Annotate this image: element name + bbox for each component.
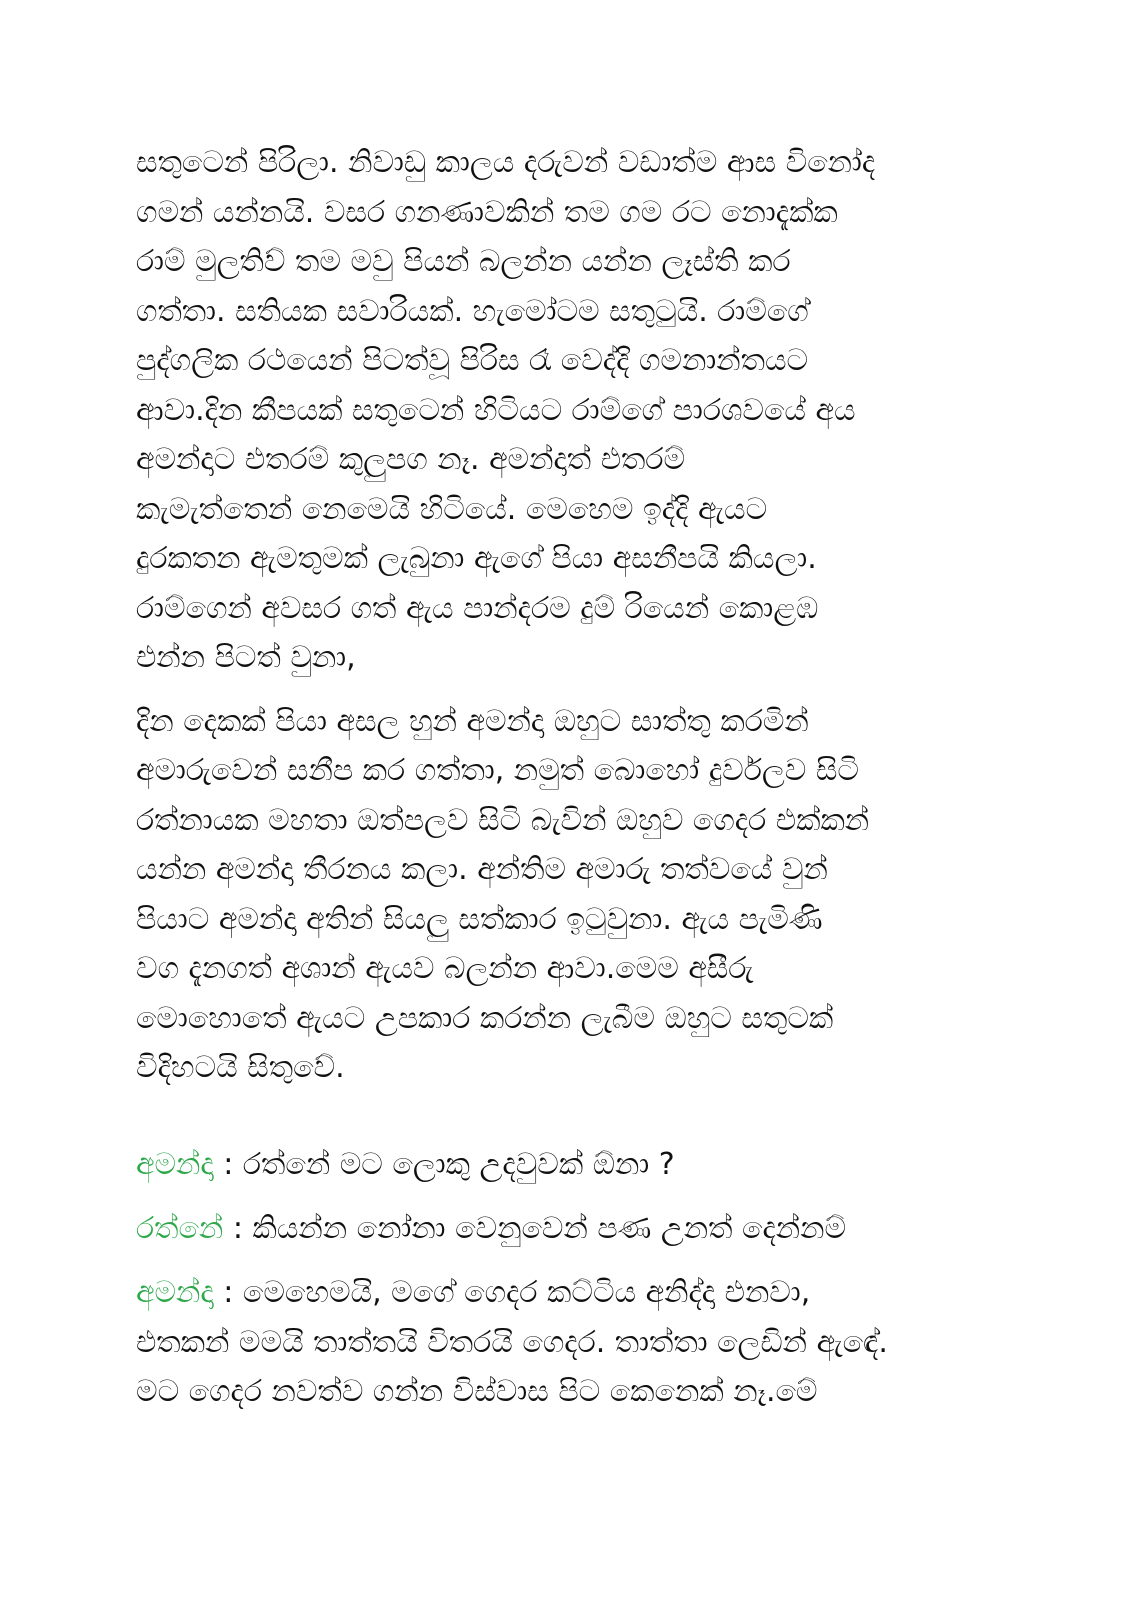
- paragraph-1: [136, 138, 996, 683]
- text-line: සතුටෙන් පිරිලා. නිවාඩු කාලය දරුවන් වඩාත්ම ආස විනෝද: [136, 145, 876, 180]
- text-line: දුරකතන ඇමතුමක් ලැබුනා ඇගේ පියා අසනීපයි කියලා.: [136, 541, 817, 576]
- text-line: රත්නායක මහතා ඔත්පලව සිටි බැවින් ඔහුව ගෙදර එක්කන්: [136, 802, 870, 838]
- dialogue-text: මෙහෙමයි, මගේ ගෙදර කට්ටිය අනිද්දා එනවා,: [242, 1275, 811, 1310]
- dialogue-line: [136, 1268, 1016, 1318]
- speaker-separator: :: [213, 1147, 243, 1182]
- text-line: වග දැනගත් අශාන් ඇයව බලන්න ආවා.මෙම අසීරු: [136, 951, 754, 986]
- text-line: එන්න පිටත් වුනා,: [136, 640, 356, 675]
- text-line: යන්න අමන්දා තීරනය කලා. අන්තිම අමාරු තත්වයේ වුන්: [136, 852, 828, 887]
- text-line: විදිහටයි සිතුවේ.: [136, 1050, 345, 1085]
- dialogue-amanda-2: [136, 1268, 1016, 1417]
- dialogue-text: කියන්න නෝනා වෙනුවෙන් පණ උනත් දෙන්නම්: [252, 1211, 847, 1246]
- text-line: රාම්ගෙන් අවසර ගත් ඇය පාන්දරම දුම් රියෙන් කොළඹ: [136, 590, 819, 626]
- dialogue-text: එතකන් මමයි තාත්තයි විතරයි ගෙදර. තාත්තා ලෙඩින් ඇඳේ.: [136, 1324, 888, 1360]
- speaker-name: රත්නේ: [136, 1211, 224, 1246]
- text-line: කැමැත්තෙන් නෙමෙයි හිටියේ. මෙහෙම ඉද්දි ඇයට: [136, 491, 768, 527]
- dialogue-text: මට ගෙදර නවත්ව ගන්න විස්වාස පිට කෙනෙක් නෑ.මේ: [136, 1374, 818, 1409]
- dialogue-ratne: [136, 1204, 1016, 1254]
- speaker-name: අමන්දා: [136, 1147, 214, 1182]
- dialogue-line: [136, 1140, 1016, 1190]
- speaker-separator: :: [213, 1275, 243, 1310]
- dialogue-line: [136, 1204, 1016, 1254]
- speaker-separator: :: [223, 1211, 253, 1246]
- text-line: මොහොතේ ඇයට උපකාර කරන්න ලැබීම ඔහුට සතුටක්: [136, 1000, 834, 1036]
- body-text: [136, 138, 996, 1093]
- text-line: ගමන් යන්නයි. වසර ගනණාවකින් තම ගම රට නොදැක්ක: [136, 194, 838, 230]
- speaker-name: අමන්දා: [136, 1275, 214, 1310]
- text-line: අමාරුවෙන් සනීප කර ගත්තා, නමුත් බොහෝ දුර්වලව සිටි: [136, 753, 859, 788]
- text-line: ගත්තා. සතියක සවාරියක්. හැමෝටම සතුටුයි. රාම්ගේ: [136, 293, 809, 329]
- paragraph-2: [136, 697, 996, 1093]
- dialogue-amanda-1: [136, 1140, 1016, 1190]
- text-line: පුද්ගලික රථයෙන් පිටත්වූ පිරිස රෑ වෙද්දි ගමනාන්තයට: [136, 343, 809, 378]
- text-line: පියාට අමන්දා අතින් සියලු සත්කාර ඉටුවුනා. ඇය පැමිණි: [136, 901, 823, 937]
- text-line: ආවා.දින කීපයක් සතුටෙන් හිටියට රාම්ගේ පාරශවයේ අය: [136, 392, 856, 428]
- text-line: අමන්දාට එතරම් කුලුපග නෑ. අමන්දාත් එතරම්: [136, 442, 686, 477]
- text-line: රාම් මුලතිව් තම මවු පියන් බලන්න යන්න ලෑස්ති කර: [136, 244, 791, 279]
- text-line: දින දෙකක් පියා අසල හුන් අමන්දා ඔහුට සාත්තු කරමින්: [136, 703, 809, 739]
- dialogue-text: රත්නේ මට ලොකු උදවුවක් ඕනා ?: [242, 1147, 675, 1182]
